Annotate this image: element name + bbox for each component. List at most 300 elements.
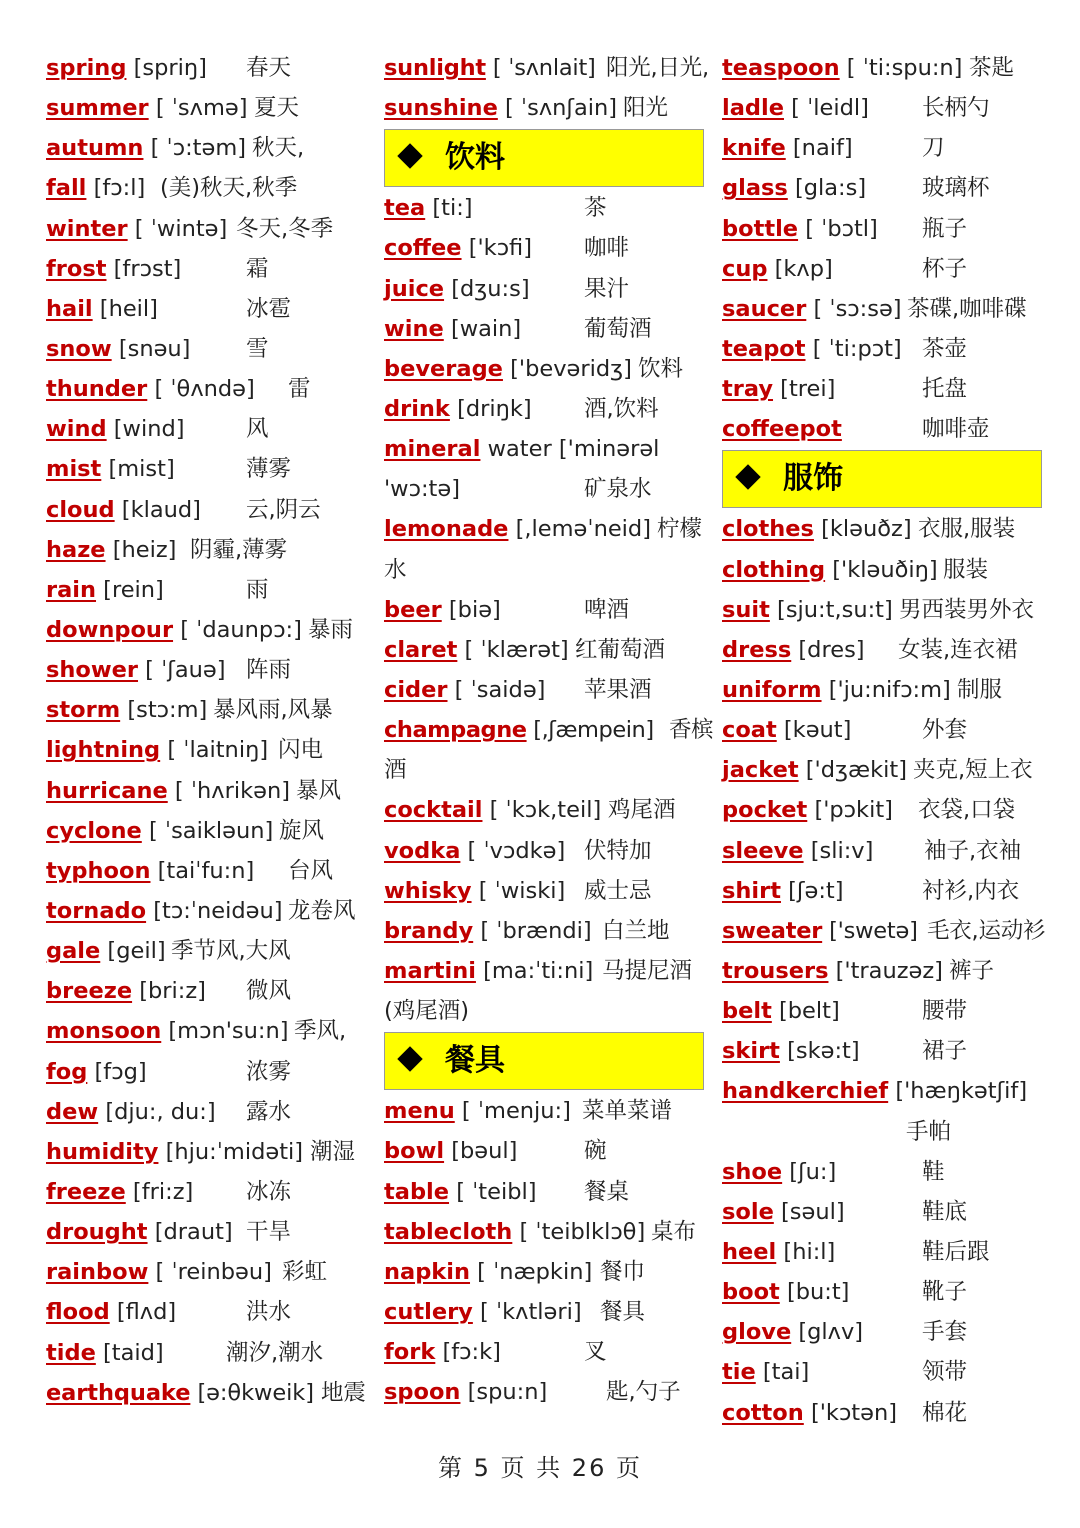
translation: 餐桌 (584, 1178, 630, 1205)
vocab-entry (722, 871, 1042, 911)
vocab-entry (722, 1152, 1042, 1192)
vocab-word: knife (722, 135, 786, 162)
phonetic: [,leməˈneid] (515, 516, 651, 543)
translation: 香槟 (669, 717, 714, 744)
vocab-word: claret (384, 636, 458, 663)
vocab-entry (46, 1292, 364, 1332)
vocab-entry (46, 168, 364, 208)
translation: 干旱 (246, 1219, 292, 1246)
translation: 闪电 (278, 737, 324, 764)
translation: 冰冻 (246, 1178, 292, 1205)
phonetic: [mist] (108, 456, 175, 483)
vocab-word: saucer (722, 295, 807, 322)
vocab-entry (384, 1292, 704, 1332)
phonetic: [ ˈwintə] (134, 215, 228, 242)
phonetic: [fri:z] (132, 1178, 194, 1205)
vocab-entry (46, 1172, 364, 1212)
phonetic: [,ʃæmpein] (533, 717, 654, 744)
translation: 冰雹 (246, 295, 292, 322)
vocab-entry (46, 449, 364, 489)
vocab-word: fall (46, 175, 87, 202)
translation: 暴风雨,风暴 (213, 697, 333, 724)
vocab-entry (384, 349, 704, 389)
diamond-icon (397, 1046, 422, 1071)
vocab-entry (722, 991, 1042, 1031)
translation: 靴子 (922, 1279, 968, 1306)
translation: 浓雾 (246, 1058, 292, 1085)
translation: 春天 (246, 55, 292, 81)
translation: 碗 (584, 1138, 607, 1165)
vocab-word: sleeve (722, 837, 804, 864)
vocab-word: beer (384, 596, 442, 623)
vocab-entry (722, 289, 1042, 329)
translation: 袖子,衣袖 (924, 837, 1022, 864)
phonetic: [ ˈleidl] (791, 95, 869, 122)
translation: 阵雨 (246, 657, 292, 684)
translation: 餐具 (600, 1298, 646, 1325)
vocab-entry (722, 951, 1042, 991)
vocab-entry (46, 690, 364, 730)
vocab-entry (384, 88, 704, 128)
phonetic: [flʌd] (116, 1299, 177, 1326)
vocab-entry (384, 1252, 704, 1292)
phonetic: [ ˈbrændi] (480, 917, 592, 944)
vocab-entry (722, 409, 1042, 449)
vocab-word: sunlight (384, 55, 486, 81)
phonetic: water ['minərəl (487, 436, 660, 463)
vocab-word: napkin (384, 1258, 471, 1285)
vocab-entry (722, 1393, 1042, 1433)
translation: 鞋底 (922, 1198, 968, 1225)
section-header-tableware (384, 1032, 704, 1090)
translation: 瓶子 (922, 215, 968, 242)
vocab-word: martini (384, 957, 476, 984)
phonetic: [taid] (103, 1339, 164, 1366)
translation: 裙子 (922, 1038, 968, 1065)
phonetic: [glʌv] (798, 1319, 864, 1346)
vocab-word: tie (722, 1359, 756, 1386)
phonetic: [ ˈbɔtl] (805, 215, 878, 242)
vocab-entry (46, 1212, 364, 1252)
vocab-entry (722, 168, 1042, 208)
translation: 刀 (922, 135, 945, 162)
translation: 伏特加 (584, 837, 652, 864)
translation: 菜单菜谱 (582, 1098, 673, 1125)
phonetic: [ ˈlaitniŋ] (167, 737, 269, 764)
vocab-entry (722, 670, 1042, 710)
vocab-word: coffee (384, 235, 462, 262)
vocab-entry (46, 329, 364, 369)
phonetic: [spriŋ] (133, 55, 207, 81)
phonetic: [ ˈhʌrikən] (174, 777, 291, 804)
vocab-word: teapot (722, 335, 806, 362)
vocab-entry (384, 1131, 704, 1171)
page-footer: 第 5 页 共 26 页 (438, 1454, 642, 1482)
phonetic: [bri:z] (139, 978, 206, 1005)
translation: 女装,连衣裙 (898, 636, 1018, 663)
vocab-word: spoon (384, 1379, 461, 1406)
phonetic: [fɔ:l] (93, 175, 146, 202)
vocab-entry (46, 289, 364, 329)
phonetic: [ ˈkʌtləri] (480, 1298, 582, 1325)
continuation-line: 酒 (384, 757, 407, 784)
vocab-entry (722, 249, 1042, 289)
vocab-word: sole (722, 1198, 774, 1225)
translation: 薄雾 (246, 456, 292, 483)
phonetic: [ ˈklærət] (464, 636, 569, 663)
phonetic: [ ˈkɔk,teil] (489, 797, 602, 824)
phonetic: [tɔ:ˈneidəu] (153, 897, 283, 924)
translation: 暴风 (296, 777, 342, 804)
vocab-word: pocket (722, 797, 808, 824)
vocab-word: cloud (46, 496, 115, 523)
phonetic: [rein] (103, 576, 164, 603)
translation: 雪 (246, 335, 269, 362)
phonetic: [trei] (780, 376, 836, 403)
phonetic: [geil] (107, 938, 166, 965)
vocab-word: coat (722, 717, 777, 744)
vocab-entry (384, 48, 709, 88)
translation: 茶匙 (969, 55, 1015, 81)
vocab-word: humidity (46, 1138, 159, 1165)
vocab-entry (722, 590, 1042, 630)
vocab-word: autumn (46, 135, 144, 162)
phonetic: ['swetə] (829, 917, 918, 944)
phonetic: [hju:ˈmidəti] (165, 1138, 304, 1165)
phonetic: [skə:t] (787, 1038, 860, 1065)
vocab-word: table (384, 1178, 450, 1205)
translation: 玻璃杯 (922, 175, 990, 202)
vocab-entry (722, 831, 1042, 871)
vocab-entry (46, 409, 364, 449)
vocab-entry (384, 188, 704, 228)
vocab-entry (722, 369, 1042, 409)
vocab-word: heel (722, 1238, 777, 1265)
vocab-word: mineral (384, 436, 481, 463)
vocab-word: tray (722, 376, 774, 403)
translation: 地震 (321, 1379, 366, 1406)
phonetic: [kəut] (783, 717, 852, 744)
vocab-word: cotton (722, 1399, 804, 1426)
section-title: 服饰 (783, 461, 843, 497)
vocab-entry (722, 509, 1042, 549)
phonetic: [driŋk] (457, 395, 532, 422)
vocab-entry (46, 891, 364, 931)
diamond-icon (397, 143, 422, 168)
vocab-entry (722, 630, 1042, 670)
vocab-entry (722, 1232, 1042, 1272)
translation: 白兰地 (602, 917, 670, 944)
phonetic: [ʃu:] (789, 1158, 837, 1185)
vocab-entry (46, 851, 364, 891)
translation: 酒,饮料 (584, 395, 659, 422)
phonetic: [fɔg] (94, 1058, 147, 1085)
vocab-word: breeze (46, 978, 133, 1005)
vocab-entry (46, 1132, 364, 1172)
phonetic: [naif] (792, 135, 853, 162)
translation: 桌布 (651, 1218, 697, 1245)
translation: 棉花 (922, 1399, 968, 1426)
vocab-entry (46, 128, 364, 168)
translation: 杯子 (922, 255, 968, 282)
phonetic: [sli:v] (810, 837, 874, 864)
phonetic: ['kɔfi] (468, 235, 533, 262)
phonetic: [spu:n] (467, 1379, 548, 1406)
phonetic: [ma:ˈti:ni] (483, 957, 594, 984)
vocab-entry (722, 911, 1046, 951)
translation: 咖啡壶 (922, 416, 990, 443)
phonetic: [ ˈsaidə] (454, 676, 546, 703)
phonetic: [ə:θkweik] (197, 1379, 314, 1406)
translation: 露水 (246, 1098, 292, 1125)
vocab-entry (722, 1192, 1042, 1232)
vocab-word: skirt (722, 1038, 780, 1065)
vocab-word: ladle (722, 95, 784, 122)
vocab-word: teaspoon (722, 55, 840, 81)
vocab-word: winter (46, 215, 128, 242)
phonetic: [hi:l] (783, 1238, 836, 1265)
vocab-entry (722, 550, 1042, 590)
vocab-entry (722, 1352, 1042, 1392)
vocab-word: bowl (384, 1138, 445, 1165)
vocab-entry (384, 429, 704, 469)
vocab-word: vodka (384, 837, 461, 864)
vocab-word: uniform (722, 676, 822, 703)
translation: 茶壶 (922, 335, 968, 362)
translation: 衣袋,口袋 (918, 797, 1016, 824)
translation: 领带 (922, 1359, 968, 1386)
translation: 男西装男外衣 (899, 596, 1035, 623)
vocab-entry (384, 630, 704, 670)
vocab-word: tea (384, 195, 426, 222)
vocab-word: bottle (722, 215, 799, 242)
vocab-word: shower (46, 657, 139, 684)
vocab-entry (46, 88, 364, 128)
vocab-word: wine (384, 315, 444, 342)
vocab-word: belt (722, 998, 772, 1025)
phonetic: [ ˈteiblklɔθ] (519, 1218, 646, 1245)
translation: (美)秋天,秋季 (160, 175, 298, 202)
phonetic: ['trauzəz] (835, 957, 943, 984)
vocab-word: monsoon (46, 1018, 162, 1045)
translation: 风 (246, 416, 269, 443)
vocab-word: freeze (46, 1178, 126, 1205)
vocab-word: tide (46, 1339, 96, 1366)
vocab-entry (384, 228, 704, 268)
phonetic: [klaud] (121, 496, 201, 523)
phonetic: [ ˈti:pɔt] (812, 335, 902, 362)
phonetic: [ ˈʃauə] (145, 657, 226, 684)
translation: 葡萄酒 (584, 315, 652, 342)
translation: 冬天,冬季 (236, 215, 334, 242)
vocab-entry (722, 209, 1042, 249)
translation: 外套 (922, 717, 968, 744)
translation: 长柄勺 (922, 95, 990, 122)
translation: 旋风 (279, 817, 325, 844)
vocab-word: brandy (384, 917, 474, 944)
vocab-entry (46, 249, 364, 289)
continuation-line: 手帕 (906, 1118, 952, 1145)
phonetic: [heil] (99, 295, 158, 322)
vocab-word: sweater (722, 917, 823, 944)
translation: 苹果酒 (584, 676, 652, 703)
section-title: 饮料 (445, 140, 505, 176)
phonetic: [bəul] (451, 1138, 518, 1165)
vocab-entry (384, 911, 704, 951)
phonetic: [ ˈθʌndə] (154, 376, 255, 403)
vocab-entry (46, 771, 364, 811)
vocab-entry (384, 1212, 704, 1252)
phonetic: [biə] (448, 596, 501, 623)
translation: 云,阴云 (246, 496, 321, 523)
vocab-entry (722, 790, 1042, 830)
vocab-entry (384, 269, 704, 309)
vocab-entry (384, 509, 704, 549)
vocab-word: flood (46, 1299, 110, 1326)
phonetic: [dju:, du:] (105, 1098, 216, 1125)
vocab-word: dress (722, 636, 792, 663)
translation: 季节风,大风 (171, 938, 291, 965)
vocab-word: juice (384, 275, 445, 302)
phonetic: [bu:t] (786, 1279, 850, 1306)
translation: 季风, (294, 1018, 347, 1045)
vocab-entry (46, 1052, 364, 1092)
vocab-word: cyclone (46, 817, 142, 844)
phonetic: [ ˈsaikləun] (148, 817, 274, 844)
translation: 霜 (246, 255, 269, 282)
vocab-entry (46, 48, 364, 88)
vocab-word: champagne (384, 717, 527, 744)
column-weather (46, 48, 364, 1413)
phonetic: [tai] (762, 1359, 810, 1386)
translation: 夹克,短上衣 (913, 757, 1033, 784)
vocab-word: typhoon (46, 857, 151, 884)
translation: 阴霾,薄雾 (190, 536, 288, 563)
phonetic: [ ˈsʌnlait] (492, 55, 596, 81)
vocab-word: tornado (46, 897, 147, 924)
column-drinks-tableware (384, 48, 714, 1412)
vocab-word: glove (722, 1319, 792, 1346)
phonetic: [gla:s] (794, 175, 867, 202)
vocab-word: rain (46, 576, 97, 603)
vocab-entry (384, 1332, 704, 1372)
phonetic: [ ˈmenju:] (461, 1098, 571, 1125)
vocab-word: dew (46, 1098, 99, 1125)
translation: 咖啡 (584, 235, 630, 262)
vocab-word: cider (384, 676, 448, 703)
vocab-entry (722, 88, 1042, 128)
vocab-word: beverage (384, 355, 503, 382)
vocab-word: cup (722, 255, 768, 282)
vocab-word: handkerchief (722, 1078, 889, 1105)
phonetic: [ ˈti:spu:n] (846, 55, 963, 81)
translation: 茶碟,咖啡碟 (907, 295, 1027, 322)
translation: 雨 (246, 576, 269, 603)
translation: 服装 (943, 556, 989, 583)
vocab-word: snow (46, 335, 112, 362)
phonetic: [dres] (798, 636, 865, 663)
vocab-word: cocktail (384, 797, 483, 824)
translation: 暴雨 (308, 616, 354, 643)
vocab-word: clothes (722, 516, 814, 543)
vocab-entry (722, 710, 1042, 750)
vocab-entry (46, 1252, 364, 1292)
phonetic: [ ˈnæpkin] (477, 1258, 593, 1285)
translation: 鸡尾酒 (608, 797, 676, 824)
translation: 衬衫,内衣 (922, 877, 1020, 904)
translation: 阳光 (623, 95, 669, 122)
phonetic: [ ˈsɔ:sə] (813, 295, 902, 322)
vocab-entry (46, 931, 364, 971)
vocab-entry (46, 811, 364, 851)
translation: 马提尼酒 (602, 957, 693, 984)
vocab-entry (384, 389, 704, 429)
vocab-entry (46, 1092, 364, 1132)
vocab-word: storm (46, 697, 121, 724)
vocab-word: glass (722, 175, 788, 202)
continuation-line: 'wɔ:tə] 矿泉水 (384, 476, 652, 503)
vocab-entry (46, 570, 364, 610)
vocab-word: suit (722, 596, 770, 623)
translation: 衣服,服装 (918, 516, 1016, 543)
phonetic: ['bevəridʒ] (510, 355, 632, 382)
vocab-entry (46, 369, 364, 409)
vocab-word: sunshine (384, 95, 498, 122)
vocab-entry (46, 490, 364, 530)
phonetic: ['dʒækit] (805, 757, 907, 784)
phonetic: [wain] (450, 315, 522, 342)
translation: 匙,勺子 (606, 1379, 681, 1406)
vocab-entry (722, 329, 1042, 369)
vocab-word: fog (46, 1058, 88, 1085)
phonetic: ['pɔkit] (814, 797, 893, 824)
phonetic: [taiˈfu:n] (157, 857, 255, 884)
phonetic: [draut] (154, 1219, 233, 1246)
phonetic: [ ˈsʌnʃain] (505, 95, 618, 122)
phonetic: ['ju:nifɔ:m] (828, 676, 951, 703)
vocab-entry (46, 1373, 364, 1413)
translation: 腰带 (922, 998, 968, 1025)
vocab-entry (46, 1333, 364, 1373)
phonetic: ['hæŋkətʃif] (895, 1078, 1028, 1105)
phonetic: [ ˈɔ:təm] (150, 135, 247, 162)
translation: 夏天 (254, 95, 300, 122)
phonetic: [belt] (779, 998, 840, 1025)
translation: 彩虹 (282, 1259, 328, 1286)
phonetic: [ʃə:t] (788, 877, 844, 904)
vocab-word: spring (46, 55, 127, 81)
vocab-word: fork (384, 1339, 436, 1366)
vocab-word: earthquake (46, 1379, 191, 1406)
section-title: 餐具 (445, 1043, 505, 1079)
translation: 鞋后跟 (922, 1238, 990, 1265)
vocab-word: boot (722, 1279, 780, 1306)
vocab-word: trousers (722, 957, 829, 984)
phonetic: [wind] (113, 416, 185, 443)
vocab-entry (46, 530, 364, 570)
phonetic: [ti:] (432, 195, 473, 222)
phonetic: [ ˈvɔdkə] (467, 837, 566, 864)
translation: 柠檬 (657, 516, 703, 543)
phonetic: [kləuðz] (821, 516, 912, 543)
translation: 龙卷风 (288, 897, 356, 924)
phonetic: [ ˈdaunpɔ:] (180, 616, 302, 643)
translation: 餐巾 (600, 1258, 646, 1285)
phonetic: [snəu] (118, 335, 191, 362)
phonetic: [səul] (780, 1198, 845, 1225)
translation: 托盘 (922, 376, 968, 403)
vocab-entry (384, 670, 704, 710)
